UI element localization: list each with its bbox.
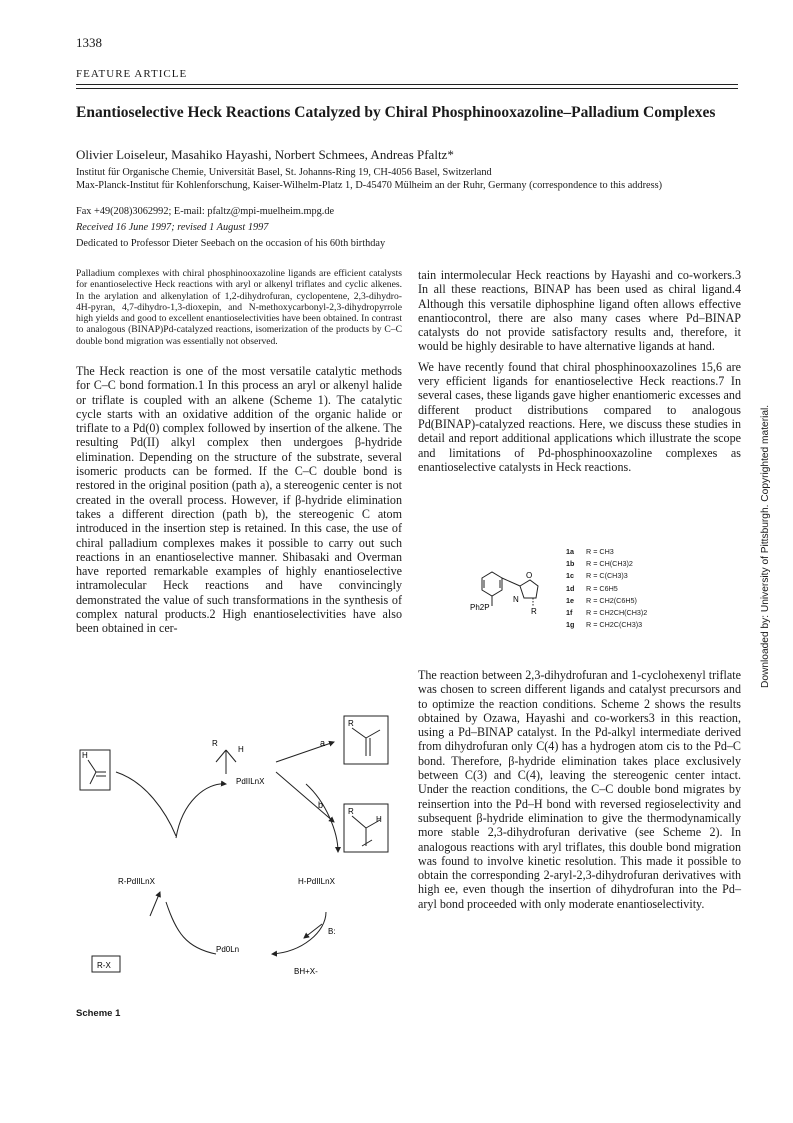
article-title: Enantioselective Heck Reactions Catalyzed by Chiral Phosphinooxazoline–Palladium Complexes	[76, 104, 716, 121]
ligand-row: 1c R = C(CH3)3	[566, 571, 628, 581]
affiliation-basel: Institut für Organische Chemie, Universität Basel, St. Johanns-Ring 19, CH-4056 Basel, Switzerland	[76, 167, 492, 178]
oxidative-addition-arrow	[166, 902, 216, 954]
substituent-r-label: R	[531, 607, 537, 616]
svg-text:R: R	[348, 807, 354, 816]
rx-label: R-X	[97, 961, 111, 970]
bhx-label: BH+X-	[294, 967, 318, 976]
svg-text:H: H	[238, 745, 244, 754]
reductive-elimination-arrow	[272, 912, 326, 954]
pd-intermediate-label: PdIILnX	[236, 777, 265, 786]
download-notice: Downloaded by: University of Pittsburgh. Copyrighted material.	[760, 404, 771, 688]
paragraph-phox: We have recently found that chiral phosphinooxazolines 15,6 are very efficient ligands for enantioselective Heck reactions.7 In several cases, these ligands gave higher enantiomeric excesses and different product distributions compared to analogous Pd(BINAP)-catalyzed reactions. Here, we discuss these studies in detail and report additional applications which illustrate the scope and limitations of Pd-phosphinooxazoline complexes as enantioselective catalysts in Heck reactions.	[418, 359, 741, 474]
base-label: B:	[328, 927, 336, 936]
h-pd-label: H-PdIILnX	[298, 877, 335, 886]
path-a-label: a	[320, 738, 326, 748]
header-rule	[76, 84, 738, 85]
ligand-structure	[462, 548, 562, 648]
path-b-arrow	[276, 772, 334, 822]
phosphine-label: Ph2P	[470, 603, 490, 612]
intro-paragraph: The Heck reaction is one of the most versatile catalytic methods for C–C bond formation.1 In this process an aryl or alkenyl halide or triflate is coupled with an alkene (Scheme 1). The catalytic cycle starts with an oxidative addition of the organic halide or triflate to a Pd(0) complex followed by insertion of the alkene. The resulting Pd(II) alkyl complex then undergoes β-hydride elimination. Depending on the structure of the substrate, several isomeric products can be formed. If the C–C double bond is restored in the original position (path a), a stereogenic center is not created in the overall process. However, if β-hydride elimination takes a different direction (path b), the stereogenic C atom introduced in the insertion step is retained. In this case, the use of chiral palladium complexes makes it possible to carry out such reactions in an enantioselective manner. Shibasaki and Overman have reported remarkable examples of highly enantioselective intramolecular Heck reactions and have convincingly demonstrated the value of such transformations in the synthesis of complex natural products.2 High enantioselectivities have also been obtained in cer-	[76, 364, 402, 636]
received-dates: Received 16 June 1997; revised 1 August 1997	[76, 222, 269, 233]
ligand-row: 1g R = CH2C(CH3)3	[566, 620, 643, 630]
abstract: Palladium complexes with chiral phosphinooxazoline ligands are efficient catalysts for enantioselective Heck reactions with aryl or alkenyl triflates and cyclic alkenes. In the arylation and alkenylation of 1,2-dihydrofuran, cyclopentene, 2,3-dihydro-4H-pyran, 4,7-dihydro-1,3-dioxepin, and N-methoxycarbonyl-2,3-dihydropyrrole high yields and good to excellent enantioselectivities have been obtained. In contrast to analogous (BINAP)Pd-catalyzed reactions, isomerization of the products by C–C double bond migration was essentially not observed.	[76, 268, 402, 347]
path-b-label: b	[318, 800, 324, 810]
dedication: Dedicated to Professor Dieter Seebach on the occasion of his 60th birthday	[76, 238, 386, 249]
svg-text:H: H	[82, 751, 88, 760]
ring-nitrogen-label: N	[513, 595, 519, 604]
body-right-column-bottom	[418, 668, 741, 911]
ligand-row: 1f R = CH2CH(CH3)2	[566, 608, 648, 618]
paragraph-binap: tain intermolecular Heck reactions by Hayashi and co-workers.3 In all these reactions, BINAP has been used as chiral ligand.4 Although this versatile diphosphine ligand often allows effective enantiocontrol, there are also many cases where Pd–BINAP catalysts do not provide satisfactory results and, therefore, it would be highly desirable to have alternative ligands at hand.	[418, 268, 741, 354]
body-right-column-top	[418, 268, 741, 474]
paragraph-screening: The reaction between 2,3-dihydrofuran and 1-cyclohexenyl triflate was chosen to screen different ligands and catalyst precursors and to optimize the reaction conditions. Scheme 2 shows the results obtained by Ozawa, Hayashi and co-workers3 in this reaction, using a Pd–BINAP catalyst. In the Pd-alkyl intermediate derived from dihydrofuran only C(4) has a hydrogen atom cis to the Pd–C bond. Therefore, β-hydride elimination takes place exclusively between C(3) and C(4), leaving the stereogenic center intact. Under the reaction conditions, the C–C double bond migrates by reinsertion into the Pd–H bond with reversed regioselectivity and subsequent β-hydride elimination to give the thermodynamically more stable 2,3-dihydrofuran derivative (see Scheme 2). In analogous reactions with aryl triflates, this double bond migration was found to involve kinetic resolution. This made it possible to obtain the corresponding 2-aryl-2,3-dihydrofuran derivatives with high ee, even though the insertion of dihydrofuran into the Pd–aryl bond proceeded with only moderate enantioselectivity.	[418, 668, 741, 911]
ligand-row: 1d R = C6H5	[566, 583, 618, 593]
ligand-row: 1b R = CH(CH3)2	[566, 559, 633, 569]
scheme-1-caption: Scheme 1	[76, 1008, 121, 1019]
ring-oxygen-label: O	[526, 571, 533, 580]
ligand-row: 1a R = CH3	[566, 547, 614, 556]
section-label: FEATURE ARTICLE	[76, 68, 188, 80]
svg-text:R: R	[348, 719, 354, 728]
header-rule-thin	[76, 88, 738, 89]
path-a-arrow	[276, 742, 334, 762]
contact-info: Fax +49(208)3062992; E-mail: pfaltz@mpi-muelheim.mpg.de	[76, 206, 335, 217]
svg-text:H: H	[376, 815, 382, 824]
authors: Olivier Loiseleur, Masahiko Hayashi, Norbert Schmees, Andreas Pfaltz*	[76, 147, 454, 162]
scheme-1-diagram	[76, 712, 406, 1002]
affiliation-muelheim: Max-Planck-Institut für Kohlenforschung, Kaiser-Wilhelm-Platz 1, D-45470 Mülheim an der Ruhr, Germany (correspondence to this address)	[76, 180, 663, 191]
oxazoline-ring	[520, 580, 538, 598]
insertion-arrow	[116, 772, 176, 836]
body-left-column	[76, 364, 402, 636]
ligand-row: 1e R = CH2(C6H5)	[566, 595, 637, 605]
page-number: 1338	[76, 35, 102, 50]
svg-text:R: R	[212, 739, 218, 748]
r-pd-label: R-PdIILnX	[118, 877, 155, 886]
pd0-label: Pd0Ln	[216, 945, 240, 954]
benzene-ring	[482, 572, 502, 596]
ligand-list	[566, 546, 647, 631]
